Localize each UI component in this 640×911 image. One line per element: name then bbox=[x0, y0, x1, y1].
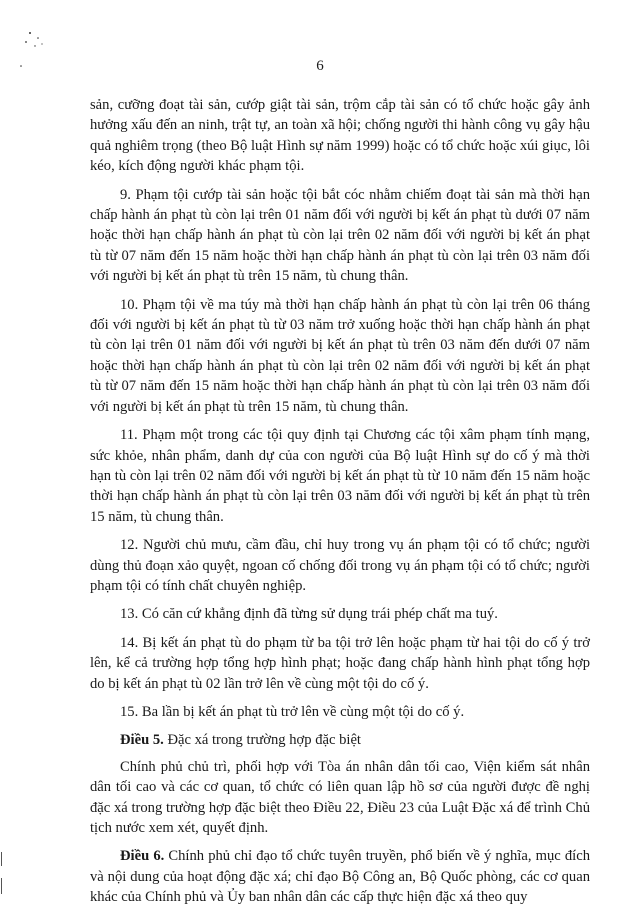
document-body bbox=[90, 95, 590, 911]
article-5-heading bbox=[90, 730, 590, 750]
scan-edge-marks bbox=[0, 850, 6, 900]
article-6-body: Chính phủ chỉ đạo tổ chức tuyên truyền, phổ biến về ý nghĩa, mục đích và nội dung của hoạt động đặc xá; chỉ đạo Bộ Công an, Bộ Quốc phòng, các cơ quan khác của Chính phủ và Ủy ban nhân dân các cấp thực hiện đặc xá theo quy bbox=[90, 848, 590, 906]
article-6-label: Điều 6. bbox=[120, 848, 165, 865]
clause-13: 13. Có căn cứ khẳng định đã từng sử dụng trái phép chất ma tuý. bbox=[120, 606, 498, 623]
clause-15: 15. Ba lần bị kết án phạt tù trở lên về cùng một tội do cố ý. bbox=[120, 703, 465, 720]
clause-12: 12. Người chủ mưu, cầm đầu, chỉ huy trong vụ án phạm tội có tổ chức; người dùng thủ đoạn xảo quyệt, ngoan cố chống đối trong vụ án phạm tội có tổ chức; người phạm tội có tính chất chuyên nghiệp. bbox=[90, 537, 590, 594]
clause-9: 9. Phạm tội cướp tài sản hoặc tội bắt cóc nhằm chiếm đoạt tài sản mà thời hạn chấp hành án phạt tù còn lại trên 01 năm đối với người bị kết án phạt tù dưới 07 năm hoặc thời hạn chấp hành án phạt tù còn lại trên 02 năm đối với người bị kết án phạt tù từ 07 năm đến 15 năm hoặc thời hạn chấp hành án phạt tù còn lại trên 03 năm đối với người bị kết án phạt tù trên 15 năm, tù chung thân. bbox=[90, 186, 590, 285]
article-5-body: Chính phủ chủ trì, phối hợp với Tòa án nhân dân tối cao, Viện kiểm sát nhân dân tối cao và các cơ quan, tổ chức có liên quan lập hồ sơ của người được đề nghị đặc xá trong trường hợp đặc biệt theo Điều 22, Điều 23 của Luật Đặc xá để trình Chủ tịch nước xem xét, quyết định. bbox=[90, 758, 590, 836]
page-number: 6 bbox=[316, 58, 324, 74]
article-5-title: Đặc xá trong trường hợp đặc biệt bbox=[167, 732, 361, 749]
article-6-paragraph bbox=[90, 846, 590, 907]
clause-14: 14. Bị kết án phạt tù do phạm từ ba tội trở lên hoặc phạm từ hai tội do cố ý trở lên, kể cả trường hợp tổng hợp hình phạt; hoặc đang chấp hành hình phạt tổng hợp do bị kết án phạt tù 02 lần trở lên về cùng một tội do cố ý. bbox=[90, 634, 590, 692]
clause-11: 11. Phạm một trong các tội quy định tại Chương các tội xâm phạm tính mạng, sức khỏe, nhân phẩm, danh dự của con người của Bộ luật Hình sự do cố ý mà thời hạn tù còn lại trên 02 năm đối với người bị kết án phạt tù từ 10 năm đến 15 năm hoặc thời hạn chấp hành án phạt tù còn lại trên 03 năm đối với người bị kết án phạt tù trên 15 năm, tù chung thân. bbox=[90, 427, 590, 525]
clause-10: 10. Phạm tội về ma túy mà thời hạn chấp hành án phạt tù còn lại trên 06 tháng đối với người bị kết án phạt tù từ 03 năm trở xuống hoặc thời hạn chấp hành án phạt tù còn lại trên 01 năm đối với người bị kết án phạt tù trên 03 năm đến dưới 07 năm hoặc thời hạn chấp hành án phạt tù còn lại trên 02 năm đối với người bị kết án phạt tù từ 07 năm đến 15 năm hoặc thời hạn chấp hành án phạt tù còn lại trên 03 năm đối với người bị kết án phạt tù trên 15 năm, tù chung thân. bbox=[90, 296, 590, 415]
article-5-label: Điều 5. bbox=[120, 732, 164, 749]
paragraph-continued: sản, cưỡng đoạt tài sản, cướp giật tài sản, trộm cắp tài sản có tổ chức hoặc gây ảnh hưởng xấu đến an ninh, trật tự, an toàn xã hội; chống người thi hành công vụ gây hậu quả nghiêm trọng (theo Bộ luật Hình sự năm 1999) hoặc có tổ chức hoặc xúi giục, lôi kéo, kích động người khác phạm tội. bbox=[90, 97, 590, 175]
